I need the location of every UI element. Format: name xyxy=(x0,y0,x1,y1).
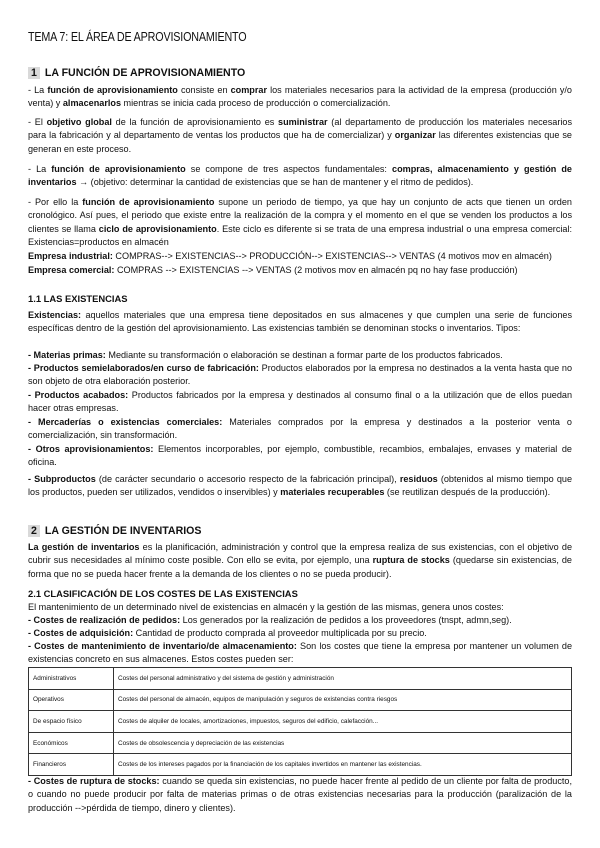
paragraph: Existencias: aquellos materiales que una empresa tiene depositados en sus almacenes y que cumplen una serie de funciones específicas dentro de la gestión del aprovisionamiento. Las existencias también se denominan stocks o inventarios. Tipos: xyxy=(28,310,572,334)
flow-industrial: Empresa industrial: COMPRAS--> EXISTENCIAS--> PRODUCCIÓN--> EXISTENCIAS--> VENTAS (4 motivos mov en almacén) xyxy=(28,251,552,261)
subsection-1-1-heading: 1.1 LAS EXISTENCIAS xyxy=(28,293,128,304)
paragraph: - Por ello la función de aprovisionamiento supone un periodo de tiempo, ya que hay un conjunto de acts que tienen un orden cronológico. Así pues, el periodo que existe entre la realización de la compra y el momento en el que se venden los productos a los clientes se llama ciclo de aprovisionamiento. Este ciclo es diferente si se trata de una empresa industrial o una empresa comercial: Existencias=productos en almacén xyxy=(28,197,572,248)
section-title: LA FUNCIÓN DE APROVISIONAMIENTO xyxy=(44,67,246,79)
list-item: - Costes de mantenimiento de inventario/de almacenamiento: Son los costes que tiene la empresa por mantener un volumen de existencias concreto en sus almacenes. Estos costes pueden ser: xyxy=(28,641,572,665)
list-item: - Costes de adquisición: Cantidad de producto comprada al proveedor multiplicada por su precio. xyxy=(28,628,427,638)
paragraph: - El objetivo global de la función de aprovisionamiento es suministrar (al departamento de producción los materiales necesarios para la fabricación y al departamento de ventas los productos que ha de comercializar) y organizar las diferentes existencias que se generan en este proceso. xyxy=(28,117,572,154)
subsection-2-1-heading: 2.1 CLASIFICACIÓN DE LOS COSTES DE LAS EXISTENCIAS xyxy=(28,588,298,599)
paragraph: - La función de aprovisionamiento consiste en comprar los materiales necesarios para la actividad de la empresa (producción y/o venta) y almacenarlos mientras se inicia cada proceso de producción o comercialización. xyxy=(28,85,572,109)
section-number: 1 xyxy=(28,67,40,79)
section-number: 2 xyxy=(28,525,40,537)
list-item: - Productos acabados: Productos fabricados por la empresa y destinados al consumo final o a la utilización que de ellos puedan hacer otras empresas. xyxy=(28,390,572,414)
list-item: - Mercaderías o existencias comerciales: Materiales comprados por la empresa y destinados a la posterior venta o comercialización, sin transformación. xyxy=(28,417,572,441)
document-title: TEMA 7: EL ÁREA DE APROVISIONAMIENTO xyxy=(28,30,247,44)
costs-table xyxy=(28,667,572,776)
list-item: - Costes de ruptura de stocks: cuando se queda sin existencias, no puede hacer frente al pedido de un cliente por falta de producto, o cuando no puede producir por falta de materias primas o de otras existencias necesarias para la producción (paralización de la producción -->pérdida de tiempo, dinero y clientes). xyxy=(28,776,572,813)
paragraph: - La función de aprovisionamiento se compone de tres aspectos fundamentales: compras, almacenamiento y gestión de inventarios → (objetivo: determinar la cantidad de existencias que se han de mantener y el ritmo de pedidos). xyxy=(28,164,572,188)
table-row: De espacio físico Costes de alquiler de locales, amortizaciones, impuestos, seguros del edificio, calefacción... xyxy=(29,711,572,733)
table-row: Financieros Costes de los intereses pagados por la financiación de los capitales invertidos en mantener las existencias. xyxy=(29,754,572,776)
section-2-heading xyxy=(28,525,201,537)
list-item: - Costes de realización de pedidos: Los generados por la realización de pedidos a los proveedores (tnspt, admn,seg). xyxy=(28,615,512,625)
section-title: LA GESTIÓN DE INVENTARIOS xyxy=(44,525,202,537)
table-row: Administrativos Costes del personal administrativo y del sistema de gestión y administración xyxy=(29,668,572,690)
list-item: - Productos semielaborados/en curso de fabricación: Productos elaborados por la empresa no destinados a la venta hasta que no son objeto de otra elaboración posterior. xyxy=(28,363,572,387)
list-item: - Otros aprovisionamientos: Elementos incorporables, por ejemplo, combustible, recambios, embalajes, envases y material de oficina. xyxy=(28,444,572,468)
list-item: - Materias primas: Mediante su transformación o elaboración se destinan a formar parte de los productos fabricados. xyxy=(28,350,503,360)
section-1-heading xyxy=(28,67,245,79)
paragraph: La gestión de inventarios es la planificación, administración y control que la empresa realiza de sus existencias, con el objetivo de cubrir sus necesidades al mínimo coste posible. Con ello se evita, por ejemplo, una ruptura de stocks (quedarse sin existencias, de forma que no se pueda hacer frente a la demanda de los clientes o no se pueda producir). xyxy=(28,542,572,579)
table-row: Operativos Costes del personal de almacén, equipos de manipulación y seguros de existencias contra riesgos xyxy=(29,689,572,711)
flow-commercial: Empresa comercial: COMPRAS --> EXISTENCIAS --> VENTAS (2 motivos mov en almacén pq no hay fase producción) xyxy=(28,265,518,275)
table-row: Económicos Costes de obsolescencia y depreciación de las existencias xyxy=(29,732,572,754)
list-item: - Subproductos (de carácter secundario o accesorio respecto de la fabricación principal), residuos (obtenidos al mismo tiempo que los productos, pueden ser utilizados, vendidos o inservibles) y materiales recuperables (se reutilizan después de la producción). xyxy=(28,474,573,498)
paragraph: El mantenimiento de un determinado nivel de existencias en almacén y la gestión de las mismas, genera unos costes: xyxy=(28,602,504,612)
